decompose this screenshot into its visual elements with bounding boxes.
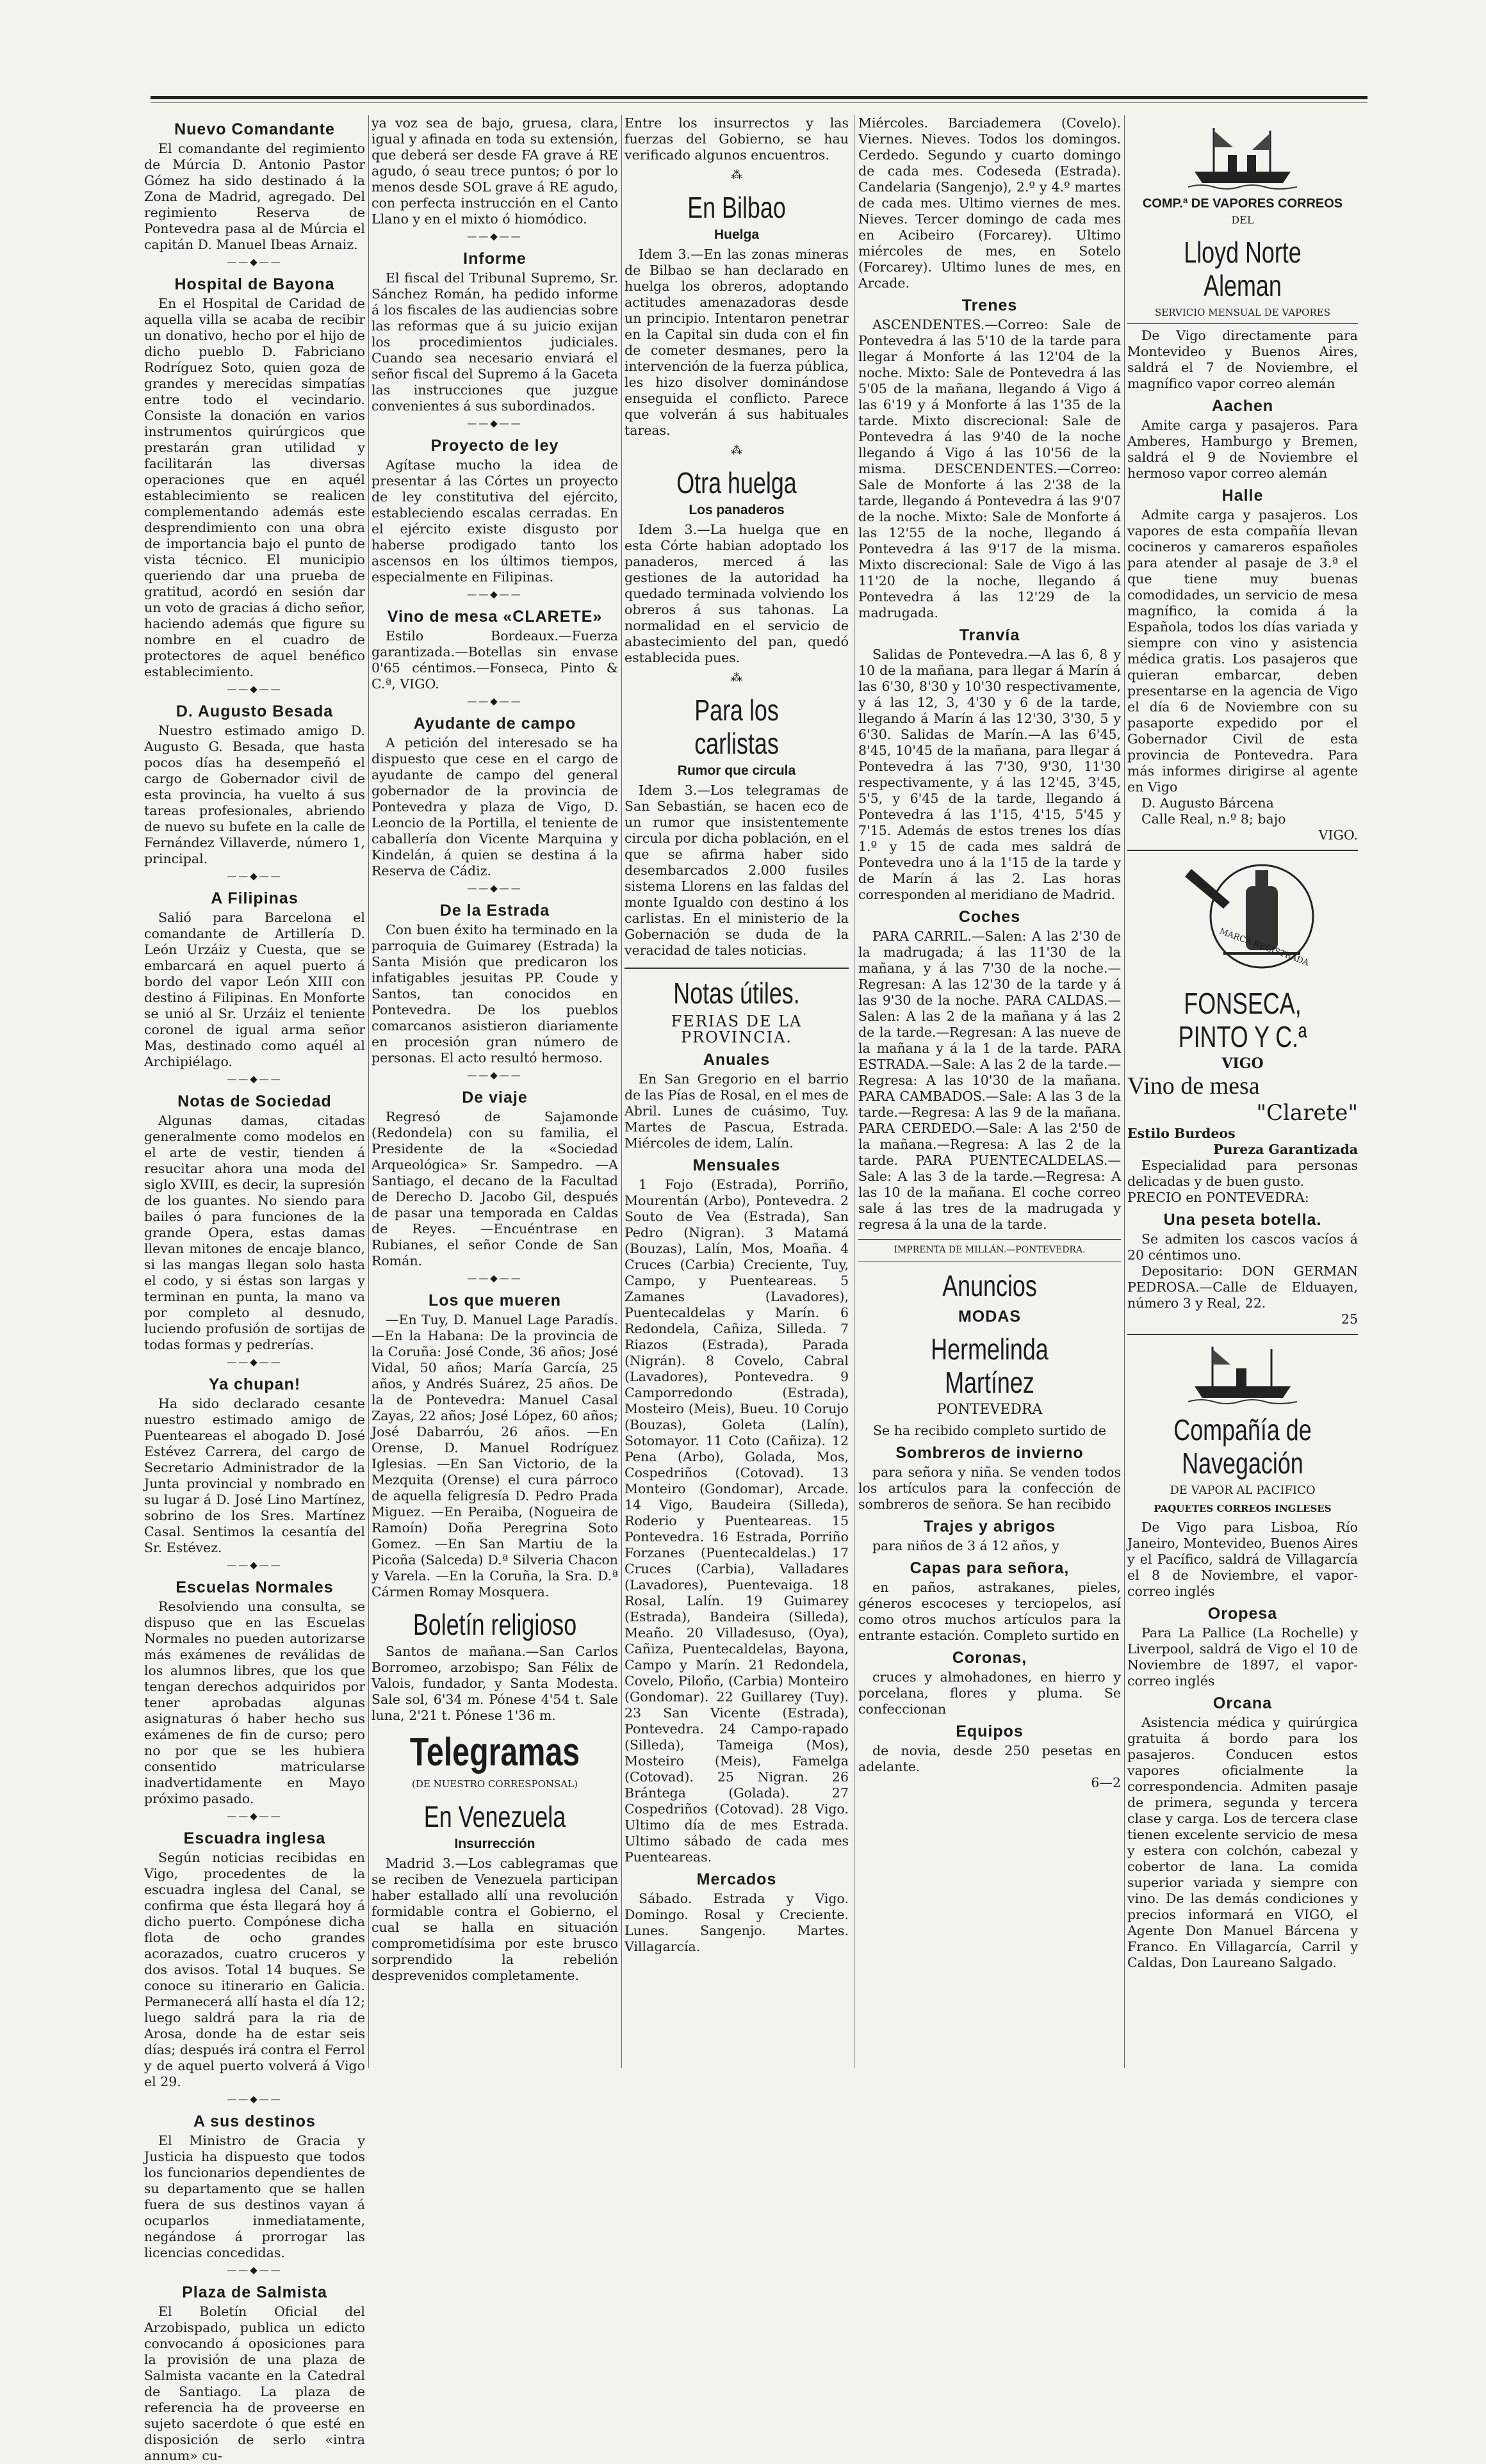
company-name: Compañía de Navegación (1173, 1413, 1312, 1480)
article-text: PARA CARRIL.—Salen: A las 2'30 de la madrugada; á las 11'30 de la mañana, y á las 7'30 de la noche.—Regresan: A las 12'30 de la tarde y á las 9'30 de la noche. PARA CALDAS.—Salen: A las 2 de la mañana y á las 2 de la tarde.—Regresan: A las nueve de la mañana y á la 1 de la tarde. PARA ESTRADA.—Sale: A las 2 de la tarde.—Regresa: A las 10'30 de la mañana. PARA CAMBADOS.—Sale: A las 3 de la tarde.—Regresa: A las 9 de la mañana. PARA CERDEDO.—Sale: A las 2'50 de la mañana.—Regresa: A las 2 de la tarde. PARA PUENTECALDELAS.—Sale: A las 3 de la tarde.—Regresa: A las 10 de la mañana. El coche correo sale á las tres de la madrugada y regresa á la una de la tarde. (858, 928, 1121, 1232)
ad-text: Se admiten los cascos vacíos á 20 céntimos uno. (1127, 1231, 1358, 1263)
asterism: ⁂ (731, 444, 742, 457)
article-text: Miércoles. Barciademera (Covelo). Viernes. Nieves. Todos los domingos. Cerdedo. Segundo y cuarto domingo de cada mes. Codeseda (Estrada). Candelaria (Sangenjo), 2.º y 4.º martes de cada mes. Ultimo viernes de mes. Nieves. Tercer domingo de cada mes en Acibeiro (Forcarey). Ultimo miércoles de mes, en Sotelo (Forcarey). Ultimo lunes de mes, en Arcade. (858, 115, 1121, 291)
article-text: Resolviendo una consulta, se dispuso que en las Escuelas Normales no pueden autorizarse más exámenes de reválidas de los alumnos libres, que los que tengan derechos adquiridos por tener aprobadas algunas asignaturas ó haber hecho sus exámenes de fin de curso; pero no por que se les hubiera consentido matricularse inadvertidamente en Mayo próximo pasado. (144, 1599, 365, 1806)
article-text: Nuestro estimado amigo D. Augusto G. Besada, que hasta pocos días ha desempeñó el cargo de Gobernador civil de esta provincia, ha vuelto á sus tareas profesionales, abriendo de nuevo su bufete en la calle de Fernández Villaverde, número 1, principal. (144, 723, 365, 866)
ad-heading: Capas para señora, (910, 1559, 1070, 1577)
column-4 (858, 115, 1121, 2068)
separator: ——◆—— (227, 1810, 282, 1822)
article-text: El Ministro de Gracia y Justicia ha dispuesto que todos los funcionarios dependientes de su departamento que se hallen fuera de sus destinos vayan á ocuparlos inmediatamente, negándose á prorrogar las licencias concedidas. (144, 2133, 365, 2260)
separator: ——◆—— (467, 417, 523, 429)
ad-text: en paños, astrakanes, pieles, géneros escoceses y terciopelos, así como otros muchos artículos para la entrante estación. Completo surtido en (858, 1580, 1121, 1643)
ad-text: Admite carga y pasajeros. Los vapores de esta compañía llevan cocineros y camareros españoles para atender al pasaje de 3.ª el que tiene muy buenas comodidades, un servicio de mesa magnífico, la comida á la Española, todos los días variada y siempre con vino y asistencia médica gratis. Los pasajeros que quieran embarcar, deben presentarse en la agencia de Vigo el día 6 de Noviembre con su pasaporte expedido por el Gobernador Civil de esta provincia de Pontevedra. Para más informes dirigirse al agente en Vigo (1127, 507, 1358, 795)
agent-city: VIGO. (1318, 827, 1358, 843)
ship-name: Aachen (1211, 397, 1274, 415)
company-subtitle: DE VAPOR AL PACIFICO (1170, 1484, 1316, 1497)
article-text: Santos de mañana.—San Carlos Borromeo, arzobispo; San Félix de Valois, fundador, y Santa Modesta. Sale sol, 6'34 m. Pónese 4'54 t. Sale luna, 2'21 t. Pónese 1'36 m. (372, 1644, 618, 1723)
separator: ——◆—— (227, 683, 282, 695)
price-value: Una peseta botella. (1163, 1211, 1322, 1229)
heading: A sus destinos (193, 2112, 316, 2130)
company-city: VIGO (1221, 1055, 1264, 1072)
heading: Escuadra inglesa (183, 1829, 326, 1847)
section-title: Para los carlistas (694, 693, 779, 760)
separator: ——◆—— (227, 870, 282, 882)
column-5 (1127, 115, 1358, 2068)
ad-text: para niños de 3 á 12 años, y (872, 1538, 1059, 1553)
article-text: Idem 3.—Los telegramas de San Sebastián, se hacen eco de un rumor que insistentemente circula por dicha población, en el que se afirma haber sido desembarcados 2.000 fusiles sistema Llorens en las faldas del monte Igualdo con destino á los carlistas. En el ministerio de la Gobernación se duda de la veracidad de tales noticias. (625, 782, 849, 958)
product-guarantee: Pureza Garantizada (1213, 1142, 1358, 1157)
separator: ——◆—— (467, 1069, 523, 1081)
article-text: Entre los insurrectos y las fuerzas del Gobierno, se hau verificado algunos encuentros. (625, 115, 849, 163)
article-text: Estilo Bordeaux.—Fuerza garantizada.—Botellas sin envase 0'65 céntimos.—Fonseca, Pinto & C.ª, VIGO. (372, 628, 618, 692)
article-text: Ha sido declarado cesante nuestro estimado amigo de Puenteareas el abogado D. José Estévez Carrera, del cargo de Secretario Administrador de la Junta provincial y nombrado en su lugar á D. José Lino Martínez, sobrino de los Sres. Martínez Casal. Sentimos la cesantía del Sr. Estévez. (144, 1396, 365, 1555)
heading: Anuales (703, 1051, 771, 1069)
column-rule (621, 115, 622, 2068)
ad-ref: 25 (1341, 1311, 1358, 1327)
separator: ——◆—— (467, 882, 523, 894)
column-rule (1124, 115, 1125, 2068)
article-text: 1 Fojo (Estrada), Porriño, Mourentán (Arbo), Pontevedra. 2 Souto de Vea (Estrada), San Pedro (Nigran). 3 Matamá (Bouzas), Lalín, Mos, Moaña. 4 Cruces (Carbia) Creciente, Tuy, Campo, y Puenteareas. 5 Zamanes (Lavadores), Puentecaldelas y Marín. 6 Redondela, Cañiza, Silleda. 7 Riazos (Estrada), Parada (Nigrán). 8 Covelo, Cabral (Lavadores), Pontevedra. 9 Camporredondo (Estrada), Mosteiro (Meis), Bueu. 10 Corujo (Bouzas), Goleta (Lalín), Sotomayor. 11 Coto (Cañiza). 12 Pena (Arbo), Golada, Mos, Cospedriños (Cotovad). 13 Monteiro (Gondomar), Arcade. 14 Vigo, Baudeira (Silleda), Roderio y Puenteareas. 15 Pontevedra. 16 Estrada, Porriño Forzanes (Puentecaldelas.) 17 Cruces (Carbia), Valladares (Lavadores), Puentevaiga. 18 Rosal, Lalín. 19 Guimarey (Estrada), Bandeira (Silleda), Meaño. 20 Villadesuso, (Oya), Cañiza, Puentecaldelas, Bayona, Campo y Marín. 21 Redondela, Covelo, Piloño, (Carbia) Monteiro (Gondomar). 22 Guillarey (Tuy). 23 San Vicente (Estrada), Pontevedra. 24 Campo-rapado (Silleda), Tameiga (Mos), Mosteiro (Meis), Famelga (Cotovad). 25 Nigran. 26 Brántega (Golada). 27 Cospedriños (Cotovad). 28 Vigo. Ultimo día de mes Estrada. Ultimo sábado de cada mes Puenteareas. (625, 1177, 849, 1865)
section-title: En Bilbao (687, 191, 786, 224)
article-text: El fiscal del Tribunal Supremo, Sr. Sánchez Román, ha pedido informe á los fiscales de las audiencias sobre las reformas que á su juicio exijan los procedimientos judiciales. Cuando sea necesario enviará el señor fiscal del Supremo á la Gaceta las instrucciones que juzgue convenientes á sus subordinados. (372, 270, 618, 414)
heading: Hospital de Bayona (174, 275, 335, 293)
advertiser-city: PONTEVEDRA (936, 1402, 1043, 1418)
heading: Informe (463, 250, 527, 268)
trademark-label: MARCA REGISTRADA (1218, 927, 1310, 968)
separator: ——◆—— (227, 1356, 282, 1368)
heading: A Filipinas (211, 889, 298, 907)
ship-name: Orcana (1212, 1694, 1273, 1712)
subheading: Rumor que circula (677, 763, 796, 778)
heading: Nuevo Comandante (174, 120, 335, 138)
separator: ——◆—— (227, 1073, 282, 1085)
trademark-emblem (1127, 857, 1358, 979)
ad-text: de novia, desde 250 pesetas en adelante. (858, 1743, 1121, 1774)
section-title: Boletín religioso (412, 1608, 577, 1641)
ship-name: Oropesa (1207, 1605, 1278, 1623)
price-label: PRECIO en PONTEVEDRA: (1127, 1190, 1309, 1205)
ad-heading: Equipos (956, 1722, 1024, 1740)
article-text: Con buen éxito ha terminado en la parroquia de Guimarey (Estrada) la Santa Misión que predicaron los infatigables jesuitas PP. Coude y Santos, tan conocidos en Pontevedra. De los pueblos comarcanos asistieron diariamente en procesión gran número de personas. El acto resultó hermoso. (372, 922, 618, 1066)
ad-text: Asistencia médica y quirúrgica gratuita á bordo para los pasajeros. Conducen estos vapores oficialmente la correspondencia. Admiten pasaje de primera, segunda y tercera clase y carga. Los de tercera clase tienen excelente servicio de mesa y estera con colchón, cabezal y cobertor de lana. La comida superior variada y siempre con vino. De las demás condiciones y precios informará en VIGO, el Agente Don Manuel Bárcena y Franco. En Villagarcía, Carril y Caldas, Don Laureano Salgado. (1127, 1715, 1358, 1970)
column-3 (625, 115, 849, 2068)
company-subtitle: COMP.ª DE VAPORES CORREOS (1142, 197, 1343, 211)
heading: Los que mueren (428, 1292, 562, 1309)
article-text: Según noticias recibidas en Vigo, procedentes de la escuadra inglesa del Canal, se confirma que ésta llegará hoy á dicho puerto. Compónese dicha flota de ocho grandes acorazados, cuatro cruceros y dos avisos. Total 14 buques. Se conoce su itinerario en Galicia. Permanecerá allí hasta el día 12; luego saldrá para la ria de Arosa, donde ha de estar seis días; después irá contra el Ferrol y de aquel puerto volverá á Vigo el 29. (144, 1850, 365, 2089)
column-2 (372, 115, 618, 2068)
ad-text: Se ha recibido completo surtido de (873, 1423, 1106, 1438)
section-title: Notas útiles. (673, 977, 800, 1010)
agent-name: D. Augusto Bárcena (1141, 795, 1274, 811)
subtitle: (DE NUESTRO CORRESPONSAL) (412, 1778, 578, 1790)
ad-heading: Trajes y abrigos (923, 1518, 1056, 1536)
advertiser-name: Hermelinda Martínez (931, 1333, 1049, 1399)
company-name: Lloyd Norte Aleman (1184, 236, 1302, 302)
separator: ——◆—— (227, 2093, 282, 2105)
section-title: En Venezuela (423, 1800, 566, 1833)
heading: Mensuales (692, 1156, 781, 1174)
article-text: Algunas damas, citadas generalmente como modelos en el arte de vestir, tienden á resucitar ahora una moda del siglo XVIII, es decir, la supresión de los guantes. No siendo para bailes ó para funciones de la grande Opera, estas damas llevan mitones de encaje blanco, si las mangas llegan solo hasta el codo, y si éstas son largas y terminan en punta, la mano va por completo al desnudo, luciendo profusión de sortijas de todas formas y pedrerías. (144, 1113, 365, 1352)
product-variety: "Clarete" (1256, 1100, 1358, 1126)
ad-text: para señora y niña. Se venden todos los artículos para la confección de sombreros de señora. Se han recibido (858, 1464, 1121, 1512)
article-text: El comandante del regimiento de Múrcia D. Antonio Pastor Gómez ha sido destinado á la Zona de Madrid, agregado. Del regimiento Reserva de Pontevedra pasa al de Múrcia el capitán D. Manuel Ibeas Arnaiz. (144, 141, 365, 252)
ad-text: cruces y almohadones, en hierro y porcelana, flores y pluma. Se confeccionan (858, 1669, 1121, 1717)
ad-text: Depositario: DON GERMAN PEDROSA.—Calle de Elduayen, número 3 y Real, 22. (1127, 1263, 1358, 1311)
subheading: Los panaderos (689, 503, 785, 517)
printer-imprint: IMPRENTA DE MILLÁN.—PONTEVEDRA. (858, 1239, 1121, 1261)
heading: D. Augusto Besada (176, 702, 334, 720)
article-text: Salidas de Pontevedra.—A las 6, 8 y 10 de la mañana, para llegar á Marín á las 6'30, 8'30 y 10'30 respectivamente, y á las 12, 3, 4'30 y 6 de la tarde, llegando á Marín á las 12'30, 3'30, 5 y 6'30. Salidas de Marín.—A las 6'45, 8'45, 10'45 de la mañana, para llegar á Pontevedra á las 7'30, 9'30, 11'30 respectivamente, y á las 12'45, 3'45, 5'5, y 6'45 de la tarde, llegando á Pontevedra á las 1'15, 4'15, 5'45 y 7'15. Además de estos trenes los días 1.º y 15 de cada mes saldrá de Pontevedra uno á la 1'15 de la tarde y de Marín á las 2. Las horas corresponden al meridiano de Madrid. (858, 647, 1121, 902)
heading: MODAS (958, 1308, 1022, 1325)
separator: ——◆—— (467, 588, 523, 600)
heading: Proyecto de ley (430, 437, 559, 455)
article-text: Idem 3.—En las zonas mineras de Bilbao se han declarado en huelga los obreros, adoptando actitudes amenazadoras desde un principio. Intentaron penetrar en la Capital sin duda con el fin de cometer desmanes, pero la intervención de la fuerza pública, les hizo disolver dominándose enseguida el conflicto. Parece que volverán á sus habituales tareas. (625, 247, 849, 438)
steamship-icon (1188, 122, 1297, 192)
ad-text: Para La Pallice (La Rochelle) y Liverpool, saldrá de Vigo el 10 de Noviembre de 1897, el vapor-correo inglés (1127, 1625, 1358, 1689)
article-text: Sábado. Estrada y Vigo. Domingo. Rosal y Creciente. Lunes. Sangenjo. Martes. Villagarcía. (625, 1891, 849, 1954)
section-title: Otra huelga (676, 466, 797, 499)
ad-text: Especialidad para personas delicadas y de buen gusto. (1127, 1158, 1358, 1189)
separator: ——◆—— (467, 231, 523, 242)
heading: Ya chupan! (208, 1375, 301, 1393)
ad-heading: Coronas, (952, 1649, 1027, 1667)
heading: Coches (958, 908, 1021, 926)
ad-rule (1127, 850, 1358, 851)
asterism: ⁂ (731, 671, 742, 685)
heading: Tranvía (959, 626, 1020, 644)
article-text: Agítase mucho la idea de presentar á las Córtes un proyecto de ley constitutiva del ejército, estableciendo escalas cerradas. En el ejército existe disgusto por haberse prodigado tanto los ascensos en los últimos tiempos, especialmente en Filipinas. (372, 457, 618, 585)
article-text: A petición del interesado se ha dispuesto que cese en el cargo de ayudante de campo del general gobernador de la provincia de Pontevedra y plaza de Vigo, D. Leoncio de la Portilla, el teniente de caballería don Vicente Marquina y Kindelán, á quien se destina á la Reserva de Cádiz. (372, 735, 618, 879)
subheading: Insurrección (454, 1836, 535, 1851)
column-1 (144, 115, 365, 2463)
ad-text: De Vigo para Lisboa, Río Janeiro, Montevideo, Buenos Aires y el Pacífico, saldrá de Villagarcía el 8 de Noviembre, el vapor-correo inglés (1127, 1520, 1358, 1599)
agent-address: Calle Real, n.º 8; bajo (1141, 811, 1286, 827)
ad-heading: Sombreros de invierno (895, 1444, 1084, 1462)
article-text: ya voz sea de bajo, gruesa, clara, igual y afinada en toda su extensión, que deberá ser desde FA grave á RE agudo, ó seau trece puntos; ó por lo menos desde SOL grave á RE agudo, con perfecta instrucción en el Canto Llano y en el mixto ó hiomódico. (372, 115, 618, 227)
header-rule-thin (151, 102, 1368, 103)
separator: ——◆—— (227, 256, 282, 268)
section-title: Telegramas (409, 1730, 580, 1774)
heading: Escuelas Normales (176, 1578, 334, 1596)
article-text: —En Tuy, D. Manuel Lage Paradís. —En la Habana: De la provincia de la Coruña: José Conde, 36 años; José Vidal, 50 años; María García, 25 años, y Andrés Suárez, 25 años. De la de Pontevedra: Manuel Casal Zayas, 22 años; José López, 60 años; José Dabarróu, 26 años. —En Orense, D. Manuel Rodríguez Iglesias. —En San Victorio, de la Mezquita (Orense) el cura párroco de aquella feligresía D. Pedro Prada Miguez. —En Peraiba, (Nogueira de Ramoín) Doña Peregrina Soto Gomez. —En San Martiu de la Picoña (Salceda) D.ª Silveria Chacon y Varela. —En la Coruña, la Sra. D.ª Cármen Romay Mosquera. (372, 1312, 618, 1600)
service-label: PAQUETES CORREOS INGLESES (1154, 1503, 1332, 1514)
separator: ——◆—— (467, 1272, 523, 1284)
article-text: Salió para Barcelona el comandante de Artillería D. León Urzáiz y Cuesta, que se embarcará en aquel puerto á bordo del vapor León XIII con destino á Filipinas. En Monforte se unió al Sr. Urzáiz el teniente coronel de igual arma señor Mas, destinado como aquél al Archipiélago. (144, 910, 365, 1069)
column-rule (368, 115, 369, 2068)
ad-text: Amite carga y pasajeros. Para Amberes, Hamburgo y Bremen, saldrá el 9 de Noviembre el hermoso vapor correo alemán (1127, 417, 1358, 481)
heading: Trenes (961, 296, 1018, 314)
heading: De la Estrada (439, 902, 550, 920)
heading: Plaza de Salmista (182, 2283, 327, 2301)
heading: Notas de Sociedad (177, 1092, 332, 1110)
asterism: ⁂ (731, 168, 742, 182)
article-text: Madrid 3.—Los cablegramas que se reciben de Venezuela participan haber estallado allí una revolución formidable contra el Gobierno, el cual se halla en situación comprometidísima por este brusco sorprendido la rebelión desprevenidos completamente. (372, 1856, 618, 1983)
separator: ——◆—— (227, 2264, 282, 2276)
product-name: Vino de mesa (1127, 1073, 1260, 1099)
product-style: Estilo Burdeos (1127, 1126, 1236, 1141)
heading: Ayudante de campo (413, 715, 576, 733)
ad-text: De Vigo directamente para Montevideo y Buenos Aires, saldrá el 7 de Noviembre, el magnífico vapor correo alemán (1127, 328, 1358, 391)
separator: ——◆—— (467, 695, 523, 707)
ad-ref: 6—2 (1091, 1775, 1121, 1790)
section-title: Anuncios (942, 1269, 1037, 1302)
service-label: SERVICIO MENSUAL DE VAPORES (1127, 305, 1358, 324)
company-connector: DEL (1231, 214, 1254, 226)
section-rule (625, 968, 849, 969)
article-text: El Boletín Oficial del Arzobispado, publica un edicto convocando á oposiciones para la provisión de una plaza de Salmista vacante en la Catedral de Santiago. La plaza de referencia ha de proveerse en sujeto sacerdote ó que esté en disposición de serlo «intra annum» cu- (144, 2304, 365, 2463)
ship-name: Halle (1221, 487, 1264, 505)
heading: Vino de mesa «CLARETE» (387, 608, 603, 626)
article-text: Regresó de Sajamonde (Redondela) con su familia, el Presidente de la «Sociedad Arqueológica» Sr. Sampedro. —A Santiago, el decano de la Facultad de Derecho D. Jacobo Gil, después de pasar una temporada en Caldas de Reyes. —Encuéntrase en Rubianes, el señor Conde de San Román. (372, 1109, 618, 1268)
separator: ——◆—— (227, 1559, 282, 1571)
article-text: Idem 3.—La huelga que en esta Córte habian adoptado los panaderos, merced á las gestiones de la autoridad ha quedado terminada volviendo los obreros á sus tahonas. La normalidad en el servicio de abastecimiento del pan, quedó establecida pues. (625, 522, 849, 665)
heading: De viaje (462, 1089, 528, 1106)
article-text: En San Gregorio en el barrio de las Pías de Rosal, en el mes de Abril. Lunes de cuásimo, Tuy. Martes de Pascua, Estrada. Miércoles de idem, Lalín. (625, 1071, 849, 1151)
subtitle: FERIAS DE LA PROVINCIA. (671, 1012, 803, 1046)
article-text: En el Hospital de Caridad de aquella villa se acaba de recibir un donativo, hecho por el hijo de dicho pueblo D. Fabriciano Rodríguez Soto, quien goza de grandes y merecidas simpatías entre todo el vecindario. Consiste la donación en varios instrumentos quirúrgicos que prestarán gran utilidad y facilitarán las diversas operaciones que en aquél establecimiento se realicen complementando además este desprendimiento con una obra de importancia bajo el punto de vista técnico. El municipio queriendo dar una prueba de gratitud, acordó en sesión dar un voto de gracias á dicho señor, haciendo además que figure su nombre en el cuadro de protectores de aquel benéfico establecimiento. (144, 296, 365, 679)
article-text: ASCENDENTES.—Correo: Sale de Pontevedra á las 5'10 de la tarde para llegar á Monforte á las 12'04 de la noche. Mixto: Sale de Pontevedra á las 5'05 de la mañana, llegando á Vigo á las 6'19 y á Monforte á las 1'35 de la tarde. Mixto discrecional: Sale de Pontevedra á las 9'40 de la noche llegando á Vigo á las 10'56 de la misma. DESCENDENTES.—Correo: Sale de Monforte á las 2'38 de la tarde, llegando á Pontevedra á las 9'07 de la noche. Mixto: Sale de Monforte á las 12'55 de la noche, llegando á Pontevedra á las 9'17 de la misma. Mixto discrecional: Sale de Vigo á las 11'20 de la noche, llegando á Pontevedra á las 12'29 de la madrugada. (858, 317, 1121, 620)
ad-rule (1127, 1334, 1358, 1335)
company-name: FONSECA, PINTO Y C.ª (1178, 987, 1307, 1053)
subheading: Huelga (714, 227, 759, 242)
header-rule (151, 96, 1368, 99)
steamship-icon (1188, 1341, 1297, 1406)
heading: Mercados (696, 1870, 777, 1888)
